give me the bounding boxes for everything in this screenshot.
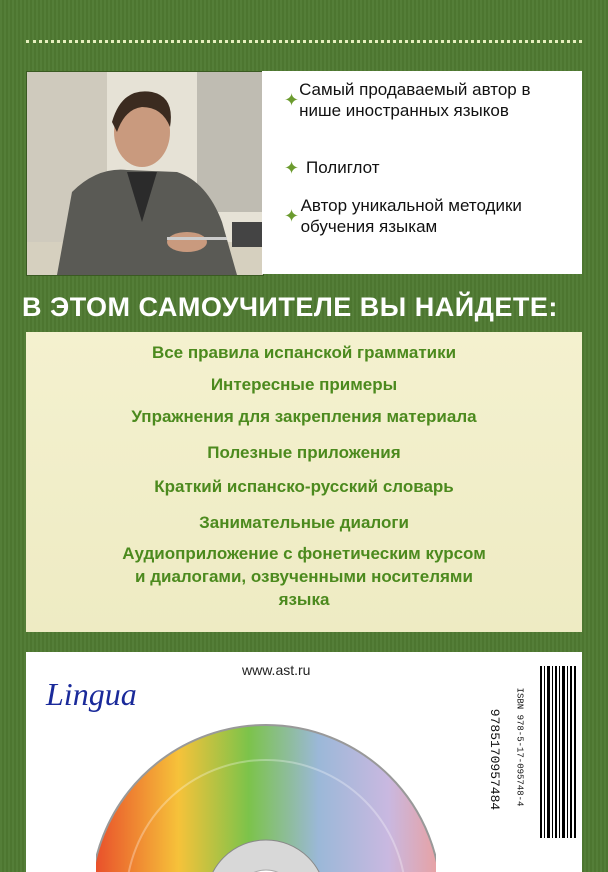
feature-item: Интересные примеры	[210, 375, 398, 394]
feature-item: Все правила испанской грамматики	[151, 343, 457, 362]
publisher-url[interactable]: www.ast.ru	[242, 662, 311, 678]
audio-cd-icon	[96, 690, 436, 872]
sparkle-icon: ✦	[284, 157, 300, 178]
back-cover-footer	[26, 652, 582, 872]
feature-item: Занимательные диалоги	[199, 513, 409, 532]
dotted-divider	[26, 40, 582, 43]
feature-item: Упражнения для закрепления материала	[131, 407, 477, 426]
isbn-label: ISBN 978-5-17-095748-4	[514, 687, 525, 807]
section-heading: В ЭТОМ САМОУЧИТЕЛЕ ВЫ НАЙДЕТЕ:	[22, 292, 558, 322]
sparkle-icon: ✦	[284, 90, 300, 110]
author-info-panel	[262, 71, 582, 274]
feature-item: Краткий испанско-русский словарь	[154, 477, 454, 496]
author-photo	[26, 71, 264, 276]
lingua-logo: Lingua	[46, 676, 137, 712]
sparkle-icon: ✦	[284, 206, 300, 226]
feature-item: Полезные приложения	[207, 443, 401, 462]
feature-item: Аудиоприложение с фонетическим курсом и диалогами, озвученными носителями языка	[122, 544, 486, 609]
author-bullet: ✦ Самый продаваемый автор в нише иностранных языков	[284, 80, 531, 120]
author-bullet: ✦ Полиглот	[284, 157, 380, 178]
ean-label: 9785170957484	[487, 708, 503, 811]
features-panel	[26, 332, 582, 632]
author-bullet: ✦ Автор уникальной методики обучения языкам	[284, 196, 522, 236]
